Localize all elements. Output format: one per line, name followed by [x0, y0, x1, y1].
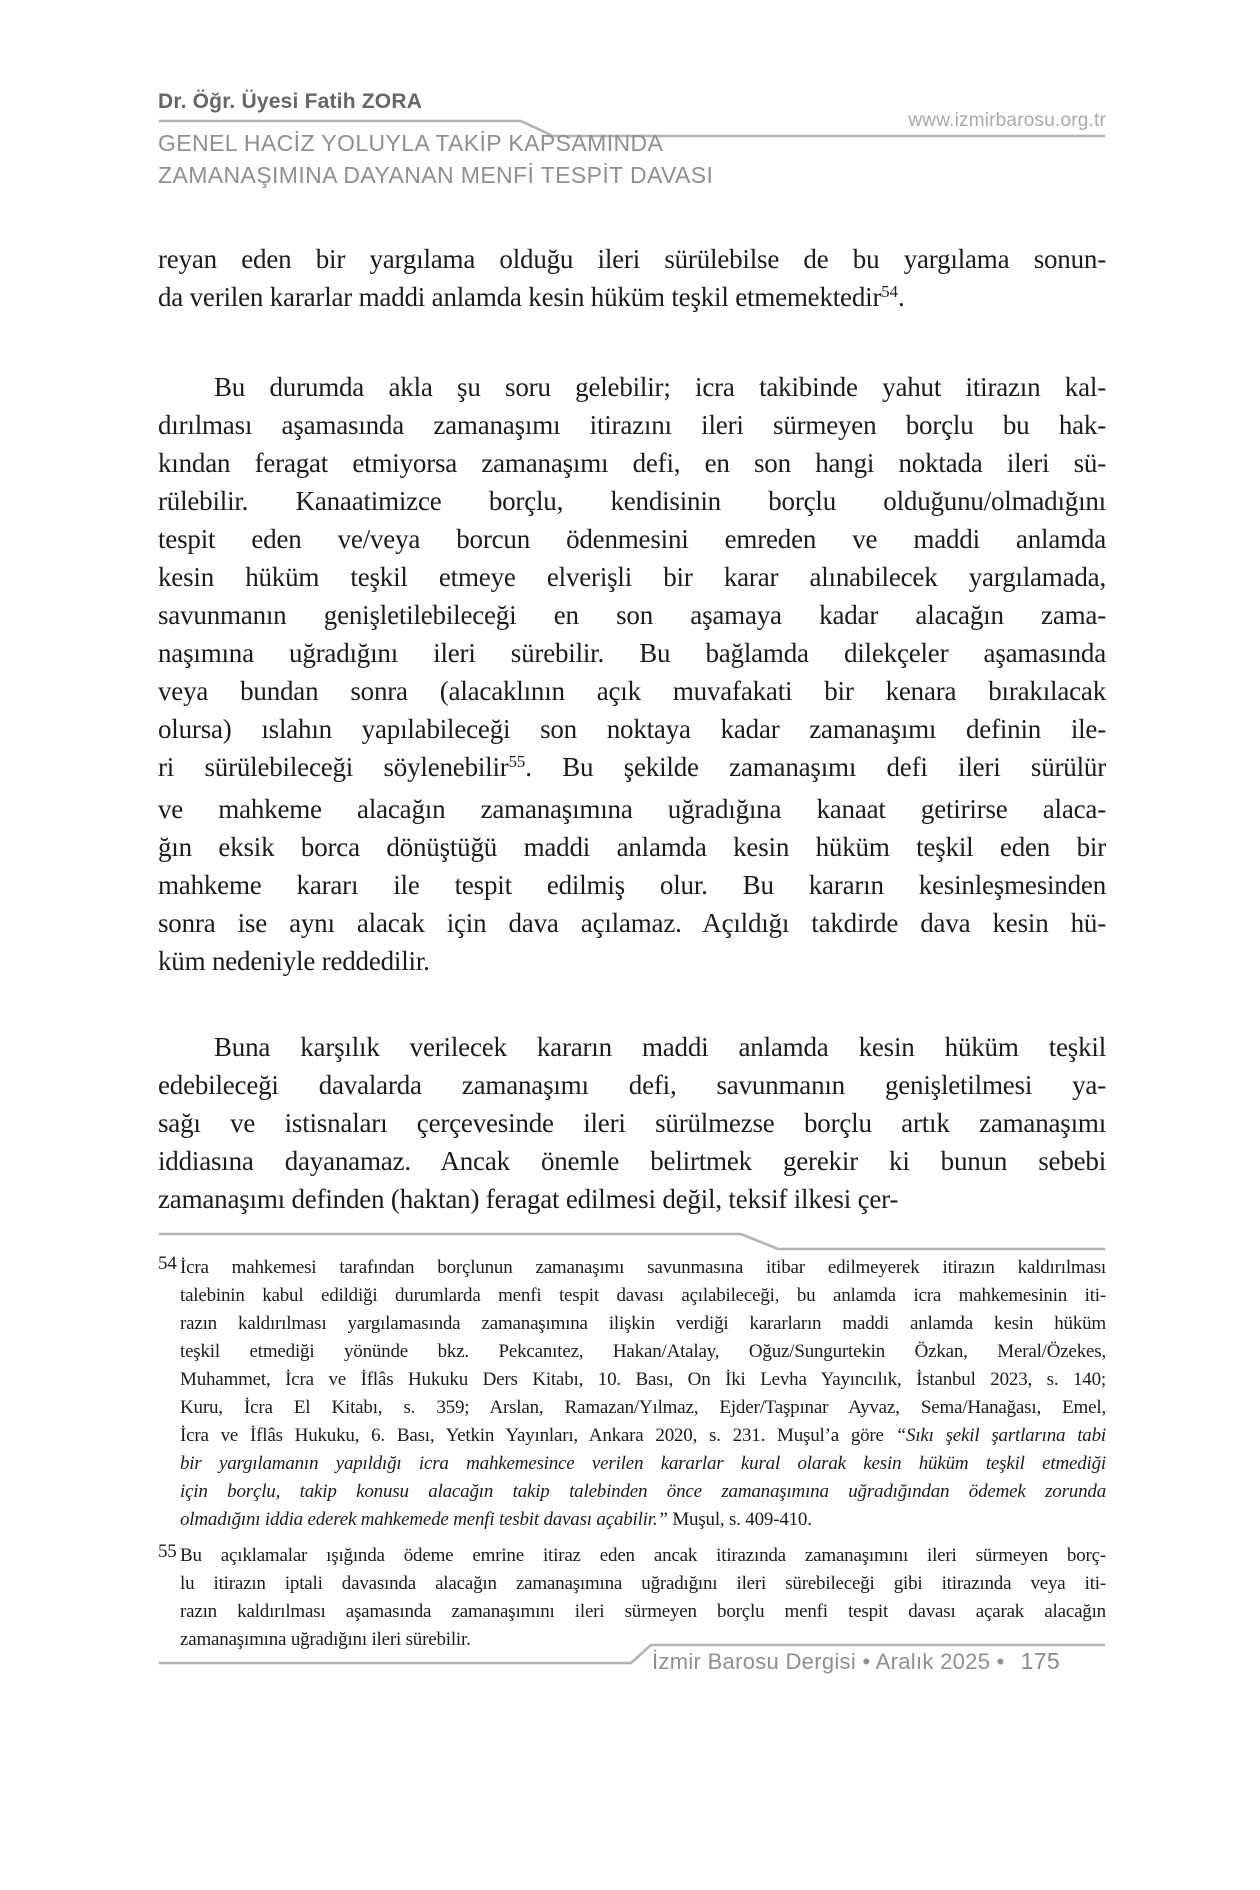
text-line	[158, 240, 1106, 278]
text-run: ri sürülebileceği söylenebilir	[158, 752, 509, 782]
text-line	[158, 596, 1106, 634]
footnote-separator-line	[158, 1230, 1106, 1254]
text-line	[180, 1570, 1106, 1598]
text-line	[158, 1180, 1106, 1218]
text-run: rülebilir. Kanaatimizce borçlu, kendisinin borçlu olduğunu/olmadığını	[158, 486, 1106, 516]
text-line	[180, 1598, 1106, 1626]
text-run: olursa) ıslahın yapılabileceği son noktaya kadar zamanaşımı definin ile-	[158, 714, 1106, 744]
text-line	[180, 1542, 1106, 1570]
text-line	[180, 1506, 1106, 1534]
footnote-55	[158, 1542, 1106, 1654]
text-line	[180, 1338, 1106, 1366]
text-run: mahkeme kararı ile tespit edilmiş olur. Bu kararın kesinleşmesinden	[158, 870, 1106, 900]
text-run: Muhammet, İcra ve İflâs Hukuku Ders Kitabı, 10. Bası, On İki Levha Yayıncılık, İstanbul 2023, s. 140;	[180, 1369, 1106, 1390]
text-run: reyan eden bir yargılama olduğu ileri sürülebilse de bu yargılama sonun-	[158, 244, 1106, 274]
text-run: razın kaldırılması yargılamasında zamanaşımına ilişkin verdiği kararların maddi anlamda kesin hüküm	[180, 1313, 1106, 1334]
footnote-54	[158, 1254, 1106, 1534]
footer	[652, 1648, 1060, 1675]
text-run: kından feragat etmiyorsa zamanaşımı defi, en son hangi noktada ileri sü-	[158, 448, 1106, 478]
text-run: sonra ise aynı alacak için dava açılamaz. Açıldığı takdirde dava kesin hü-	[158, 908, 1106, 938]
text-run: da verilen kararlar maddi anlamda kesin hüküm teşkil etmemektedir	[158, 282, 882, 312]
footnote-number: 55	[158, 1541, 177, 1562]
text-run: iddiasına dayanamaz. Ancak önemle belirtmek gerekir ki bunun sebebi	[158, 1146, 1106, 1176]
paragraph	[158, 368, 1106, 980]
text-line	[180, 1450, 1106, 1478]
text-line	[158, 828, 1106, 866]
footnote-ref: 54	[881, 281, 898, 301]
text-line	[158, 406, 1106, 444]
text-run: bir yargılamanın yapıldığı icra mahkemesince verilen kararlar kural olarak kesin hüküm teşkil etmediği	[180, 1453, 1106, 1474]
text-run: Kuru, İcra El Kitabı, s. 359; Arslan, Ramazan/Yılmaz, Ejder/Taşpınar Ayvaz, Sema/Hanağası, Emel,	[180, 1397, 1106, 1418]
text-line	[158, 558, 1106, 596]
text-line	[158, 942, 1106, 980]
text-run: tespit eden ve/veya borcun ödenmesini emreden ve maddi anlamda	[158, 524, 1106, 554]
text-run: ve mahkeme alacağın zamanaşımına uğradığına kanaat getirirse alaca-	[158, 794, 1106, 824]
text-run: .	[897, 282, 905, 312]
text-line	[180, 1478, 1106, 1506]
footnote-ref: 55	[508, 751, 526, 771]
text-line	[158, 520, 1106, 558]
text-run: olmadığını iddia ederek mahkemede menfi tesbit davası açabilir.”	[180, 1509, 668, 1530]
page-number: 175	[1020, 1648, 1060, 1674]
text-run: . Bu şekilde zamanaşımı defi ileri sürülür	[525, 752, 1106, 782]
text-run: zamanaşımı definden (haktan) feragat edilmesi değil, teksif ilkesi çer-	[158, 1184, 899, 1214]
text-line	[158, 1066, 1106, 1104]
text-line	[180, 1254, 1106, 1282]
text-line	[158, 1104, 1106, 1142]
text-line	[180, 1310, 1106, 1338]
text-run: kesin hüküm teşkil etmeye elverişli bir karar alınabilecek yargılamada,	[158, 562, 1106, 592]
text-line	[158, 672, 1106, 710]
text-line	[158, 444, 1106, 482]
text-run: veya bundan sonra (alacaklının açık muvafakati bir kenara bırakılacak	[158, 676, 1106, 706]
text-line	[158, 748, 1106, 790]
journal-issue-label: İzmir Barosu Dergisi • Aralık 2025 •	[652, 1649, 1005, 1674]
text-run: naşımına uğradığını ileri sürebilir. Bu bağlamda dilekçeler aşamasında	[158, 638, 1106, 668]
text-line	[180, 1394, 1106, 1422]
text-line	[158, 866, 1106, 904]
text-run: İcra ve İflâs Hukuku, 6. Bası, Yetkin Yayınları, Ankara 2020, s. 231. Muşul’a göre	[180, 1425, 896, 1446]
text-run: ğın eksik borca dönüştüğü maddi anlamda kesin hüküm teşkil eden bir	[158, 832, 1106, 862]
text-run: Buna karşılık verilecek kararın maddi anlamda kesin hüküm teşkil	[214, 1032, 1106, 1062]
footnotes-section	[158, 1254, 1106, 1654]
text-run: teşkil etmediği yönünde bkz. Pekcanıtez, Hakan/Atalay, Oğuz/Sungurtekin Özkan, Meral/Özekes,	[180, 1341, 1106, 1362]
article-body	[158, 240, 1106, 1218]
text-run: Bu durumda akla şu soru gelebilir; icra takibinde yahut itirazın kal-	[214, 372, 1106, 402]
text-line	[158, 278, 1106, 320]
text-line	[158, 1142, 1106, 1180]
text-run: için borçlu, takip konusu alacağın takip talebinden önce zamanaşımına uğradığından ödemek zorunda	[180, 1481, 1106, 1502]
text-line	[158, 1028, 1106, 1066]
author-name: Dr. Öğr. Üyesi Fatih ZORA	[158, 90, 423, 113]
text-run: “Sıkı şekil şartlarına tabi	[895, 1425, 1106, 1446]
text-run: sağı ve istisnaları çerçevesinde ileri sürülmezse borçlu artık zamanaşımı	[158, 1108, 1106, 1138]
article-title-line-1: GENEL HACİZ YOLUYLA TAKİP KAPSAMINDA	[158, 130, 664, 156]
text-line	[158, 634, 1106, 672]
text-run: talebinin kabul edildiği durumlarda menfi tespit davası açılabileceği, bu anlamda icra mahkemesinin iti-	[180, 1285, 1106, 1306]
text-run: Bu açıklamalar ışığında ödeme emrine itiraz eden ancak itirazında zamanaşımını ileri sürmeyen borç-	[180, 1545, 1106, 1566]
footnote-number: 54	[158, 1253, 177, 1274]
article-title-line-2: ZAMANAŞIMINA DAYANAN MENFİ TESPİT DAVASI	[158, 162, 714, 188]
text-run: lu itirazın iptali davasında alacağın zamanaşımına uğradığını ileri sürebileceği gibi itirazında veya iti-	[180, 1573, 1106, 1594]
text-run: savunmanın genişletilebileceği en son aşamaya kadar alacağın zama-	[158, 600, 1106, 630]
text-line	[180, 1366, 1106, 1394]
text-line	[158, 904, 1106, 942]
text-line	[158, 368, 1106, 406]
text-line	[180, 1282, 1106, 1310]
text-line	[180, 1422, 1106, 1450]
text-run: dırılması aşamasında zamanaşımı itirazını ileri sürmeyen borçlu bu hak-	[158, 410, 1106, 440]
text-run: İcra mahkemesi tarafından borçlunun zamanaşımı savunmasına itibar edilmeyerek itirazın kaldırılması	[180, 1257, 1106, 1278]
text-line	[158, 710, 1106, 748]
text-line	[158, 790, 1106, 828]
journal-website-url: www.izmirbarosu.org.tr	[908, 110, 1106, 131]
paragraph	[158, 1028, 1106, 1218]
text-run: edebileceği davalarda zamanaşımı defi, savunmanın genişletilmesi ya-	[158, 1070, 1106, 1100]
paragraph	[158, 240, 1106, 320]
text-line	[158, 482, 1106, 520]
text-run: razın kaldırılması aşamasında zamanaşımını ileri sürmeyen borçlu menfi tespit davası açarak alacağın	[180, 1601, 1106, 1622]
text-run: Muşul, s. 409-410.	[667, 1509, 812, 1530]
text-run: küm nedeniyle reddedilir.	[158, 946, 430, 976]
text-run: zamanaşımına uğradığını ileri sürebilir.	[180, 1629, 471, 1650]
